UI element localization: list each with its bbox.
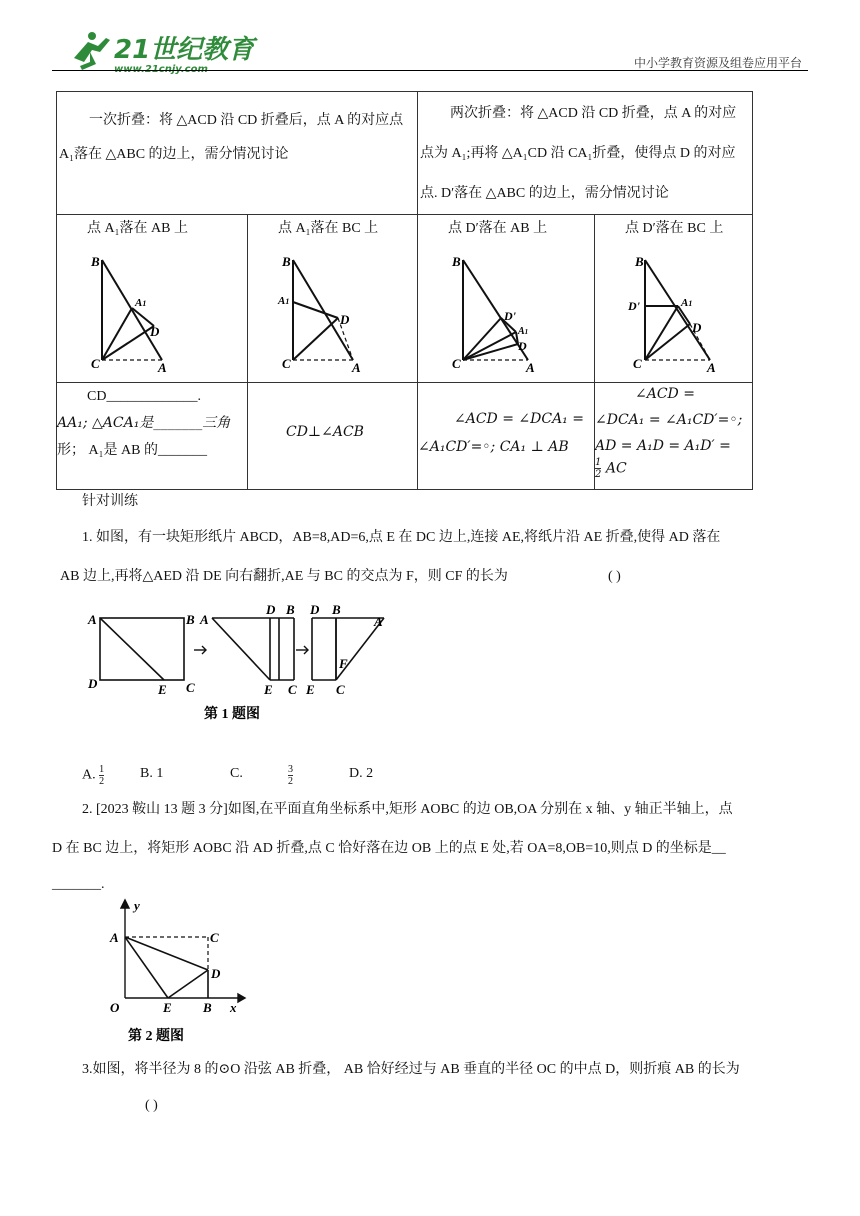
fold-summary-table	[56, 91, 753, 490]
svg-text:B: B	[286, 602, 295, 617]
question-2-caption: 第 2 题图	[128, 1029, 184, 1044]
svg-text:D': D'	[504, 309, 516, 323]
option-a-numerator: 1	[99, 764, 105, 775]
question-1-caption: 第 1 题图	[204, 707, 260, 722]
option-c-numerator: 3	[288, 764, 293, 775]
svg-text:y: y	[134, 898, 140, 913]
svg-text:D: D	[340, 312, 350, 327]
svg-text:E: E	[306, 682, 315, 697]
svg-text:A: A	[88, 612, 97, 627]
svg-text:D: D	[211, 966, 221, 981]
answer-tail: AC	[605, 460, 627, 477]
svg-text:D: D	[692, 320, 702, 335]
table-cell-one-fold	[57, 92, 418, 215]
two-fold-description: 两次折叠：将 △ACD 沿 CD 折叠，点 A 的对应点为 A₁;再将 △A₁CD 沿 CA₁折叠，使得点 D 的对应点. D′落在 △ABC 的边上，需分情况讨论	[420, 106, 737, 201]
svg-text:F: F	[339, 656, 348, 671]
svg-text:A: A	[110, 930, 119, 945]
svg-text:D': D'	[628, 299, 640, 313]
svg-text:D: D	[88, 676, 98, 691]
fraction-numerator: 1	[595, 457, 602, 468]
svg-text:C: C	[91, 356, 100, 371]
svg-text:B: B	[203, 1000, 212, 1015]
svg-text:A1: A1	[135, 297, 147, 309]
question-3-line-1: 3.如图，将半径为 8 的⊙O 沿弦 AB 折叠， AB 恰好经过与 AB 垂直的半径 OC 的中点 D，则折痕 AB 的长为	[82, 1062, 740, 1077]
question-1-answer-bracket: ( )	[608, 569, 621, 584]
case-label: 点 D′落在 BC 上	[625, 221, 724, 236]
svg-text:A: A	[526, 360, 535, 375]
case-a1-on-bc	[248, 215, 418, 383]
question-2-line-2: D 在 BC 边上，将矩形 AOBC 沿 AD 折叠,点 C 恰好落在边 OB 上的点 E 处,若 OA=8,OB=10,则点 D 的坐标是__	[52, 841, 726, 856]
option-b: B. 1	[140, 766, 164, 781]
option-c-label: C.	[230, 766, 243, 781]
question-1-options	[82, 764, 104, 787]
svg-text:E: E	[264, 682, 273, 697]
case-label: 点 A₁落在 AB 上	[87, 221, 188, 236]
question-2-line-1: 2. [2023 鞍山 13 题 3 分]如图,在平面直角坐标系中,矩形 AOBC 的边 OB,OA 分别在 x 轴、y 轴正半轴上，点	[82, 802, 733, 817]
header-divider	[52, 70, 808, 71]
svg-text:B: B	[282, 254, 291, 269]
logo-main-text: 21世纪教育	[114, 35, 255, 65]
answer-line: AA₁; △ACA₁是_______三角	[57, 415, 231, 431]
svg-text:A1: A1	[518, 326, 529, 337]
svg-text:A1: A1	[681, 297, 693, 309]
answer-line: ∠A₁CD′=◦; CA₁ ⊥ AB	[418, 439, 569, 455]
answer-line: CD⊥∠ACB	[286, 424, 364, 440]
platform-name: 中小学教育资源及组卷应用平台	[633, 56, 802, 70]
svg-text:C: C	[210, 930, 219, 945]
svg-text:x: x	[230, 1000, 237, 1015]
answer-case-1	[57, 383, 248, 490]
svg-text:D: D	[518, 339, 527, 353]
svg-text:B: B	[635, 254, 644, 269]
svg-text:E: E	[163, 1000, 172, 1015]
svg-text:C: C	[282, 356, 291, 371]
logo-url-text: www.21cnjy.com	[114, 64, 208, 75]
case-a1-on-ab	[57, 215, 248, 383]
figure-case-4	[595, 240, 752, 375]
svg-text:D: D	[310, 602, 320, 617]
svg-text:B: B	[452, 254, 461, 269]
case-label: 点 D′落在 AB 上	[448, 221, 548, 236]
svg-text:B: B	[332, 602, 341, 617]
answer-line: AD = A₁D = A₁D′ =	[595, 438, 731, 454]
answer-case-3	[418, 383, 595, 490]
option-c-fraction	[288, 764, 293, 787]
answer-line: 形； A₁是 AB 的_______	[57, 443, 207, 458]
figure-case-2	[248, 240, 417, 375]
svg-text:A1: A1	[278, 295, 290, 307]
answer-case-4	[595, 383, 753, 490]
case-label: 点 A₁落在 BC 上	[278, 221, 379, 236]
one-fold-description: 一次折叠：将 △ACD 沿 CD 折叠后，点 A 的对应点 A₁落在 △ABC 的边上，需分情况讨论	[59, 113, 404, 162]
question-2-figure	[80, 898, 250, 1048]
answer-line: ∠ACD =	[635, 386, 695, 402]
svg-text:C: C	[452, 356, 461, 371]
answer-line: ∠DCA₁ = ∠A₁CD′=◦;	[595, 412, 743, 428]
svg-text:A: A	[374, 614, 383, 629]
case-d-prime-on-ab	[418, 215, 595, 383]
svg-text:D: D	[150, 324, 160, 339]
svg-text:B: B	[186, 612, 195, 627]
question-2-line-3: _______.	[52, 877, 105, 892]
figure-case-1	[57, 240, 247, 375]
figure-case-3	[418, 240, 594, 375]
table-cell-two-fold	[418, 92, 753, 215]
svg-text:A: A	[158, 360, 167, 375]
svg-text:C: C	[288, 682, 297, 697]
svg-text:A: A	[707, 360, 716, 375]
case-d-prime-on-bc	[595, 215, 753, 383]
option-a-label: A.	[82, 767, 96, 783]
svg-text:A: A	[352, 360, 361, 375]
option-a-denominator: 2	[99, 776, 105, 787]
svg-text:D: D	[266, 602, 276, 617]
svg-text:O: O	[110, 1000, 120, 1015]
svg-text:B: B	[91, 254, 100, 269]
question-1-line-1: 1. 如图，有一块矩形纸片 ABCD，AB=8,AD=6,点 E 在 DC 边上,连接 AE,将纸片沿 AE 折叠,使得 AD 落在	[82, 530, 721, 545]
answer-line: CD_____________.	[87, 389, 201, 404]
answer-case-2	[248, 383, 418, 490]
fraction-denominator: 2	[595, 469, 602, 480]
svg-text:C: C	[336, 682, 345, 697]
question-1-line-2: AB 边上,再将△AED 沿 DE 向右翻折,AE 与 BC 的交点为 F，则 CF 的长为	[60, 569, 508, 584]
svg-text:C: C	[186, 680, 195, 695]
section-title: 针对训练	[82, 494, 138, 509]
question-3-answer-bracket: ( )	[145, 1098, 158, 1113]
site-logo	[62, 28, 255, 76]
answer-line: ∠ACD = ∠DCA₁ =	[454, 411, 584, 427]
question-1-figure	[84, 600, 394, 725]
svg-text:C: C	[633, 356, 642, 371]
option-d: D. 2	[349, 766, 374, 781]
svg-text:A: A	[200, 612, 209, 627]
svg-text:E: E	[158, 682, 167, 697]
option-c-denominator: 2	[288, 776, 293, 787]
